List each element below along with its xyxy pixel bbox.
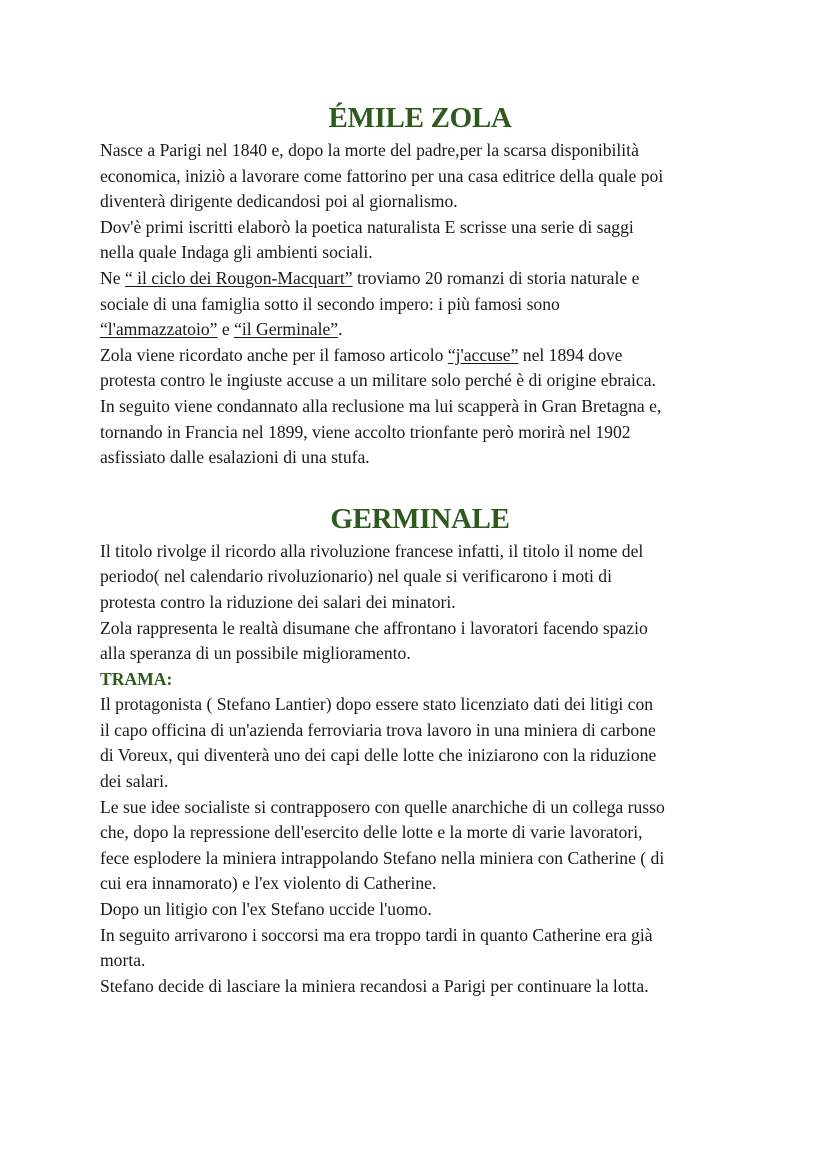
underlined-title-jaccuse: “j'accuse” — [447, 344, 519, 365]
text-line — [100, 266, 740, 292]
text-line: Il protagonista ( Stefano Lantier) dopo essere stato licenziato dati dei litigi con — [100, 694, 654, 715]
text-line: tornando in Francia nel 1899, viene accolto trionfante però morirà nel 1902 — [100, 421, 631, 442]
section-title-germinale: GERMINALE — [330, 502, 510, 535]
text-line: dei salari. — [100, 771, 169, 792]
text-line: nella quale Indaga gli ambienti sociali. — [100, 242, 373, 263]
text-line: economica, iniziò a lavorare come fattorino per una casa editrice della quale poi — [100, 165, 664, 186]
text-line: In seguito arrivarono i soccorsi ma era troppo tardi in quanto Catherine era già — [100, 924, 653, 945]
text-line: In seguito viene condannato alla reclusione ma lui scapperà in Gran Bretagna e, — [100, 395, 662, 416]
text-fragment: troviamo 20 romanzi di storia naturale e — [352, 267, 640, 288]
text-line: Il titolo rivolge il ricordo alla rivoluzione francese infatti, il titolo il nome del — [100, 540, 644, 561]
text-line — [100, 343, 740, 369]
text-line: protesta contro le ingiuste accuse a un militare solo perché è di origine ebraica. — [100, 370, 656, 391]
text-line: alla speranza di un possibile miglioramento. — [100, 643, 411, 664]
zola-biography — [100, 138, 740, 471]
text-line: periodo( nel calendario rivoluzionario) nel quale si verificarono i moti di — [100, 566, 612, 587]
text-line: protesta contro la riduzione dei salari dei minatori. — [100, 591, 456, 612]
text-line: diventerà dirigente dedicandosi poi al giornalismo. — [100, 191, 458, 212]
underlined-title-germinale: “il Germinale” — [234, 319, 339, 340]
text-line: Le sue idee socialiste si contrapposero con quelle anarchiche di un collega russo — [100, 796, 665, 817]
text-line: morta. — [100, 950, 146, 971]
section-spacer — [100, 471, 740, 499]
text-fragment: Zola viene ricordato anche per il famoso articolo — [100, 344, 448, 365]
text-line: fece esplodere la miniera intrappolando Stefano nella miniera con Catherine ( di — [100, 847, 665, 868]
text-line: asfissiato dalle esalazioni di una stufa. — [100, 447, 370, 468]
trama-heading: TRAMA: — [100, 668, 173, 689]
section-title-emile-zola: ÉMILE ZOLA — [328, 102, 512, 134]
underlined-title-rougon-macquart: “ il ciclo dei Rougon-Macquart” — [124, 267, 353, 288]
document-page — [100, 98, 740, 999]
text-line: Stefano decide di lasciare la miniera recandosi a Parigi per continuare la lotta. — [100, 975, 649, 996]
text-line: Dopo un litigio con l'ex Stefano uccide l'uomo. — [100, 899, 432, 920]
text-line: di Voreux, qui diventerà uno dei capi delle lotte che iniziarono con la riduzione — [100, 745, 657, 766]
text-fragment: Ne — [100, 267, 125, 288]
trama-text — [100, 692, 740, 999]
text-line — [100, 317, 740, 343]
text-fragment: e — [217, 319, 235, 340]
text-line: Nasce a Parigi nel 1840 e, dopo la morte del padre,per la scarsa disponibilità — [100, 140, 639, 160]
text-line: cui era innamorato) e l'ex violento di Catherine. — [100, 873, 437, 894]
germinale-intro — [100, 539, 740, 667]
underlined-title-ammazzatoio: “l'ammazzatoio” — [100, 319, 218, 340]
text-line: che, dopo la repressione dell'esercito delle lotte e la morte di varie lavoratori, — [100, 822, 643, 843]
text-fragment: . — [338, 319, 343, 340]
text-line: Dov'è primi iscritti elaborò la poetica naturalista E scrisse una serie di saggi — [100, 216, 634, 237]
text-line: il capo officina di un'azienda ferroviaria trova lavoro in una miniera di carbone — [100, 719, 656, 740]
text-line: sociale di una famiglia sotto il secondo impero: i più famosi sono — [100, 293, 560, 314]
text-fragment: nel 1894 dove — [518, 344, 623, 365]
text-line: Zola rappresenta le realtà disumane che affrontano i lavoratori facendo spazio — [100, 617, 648, 638]
